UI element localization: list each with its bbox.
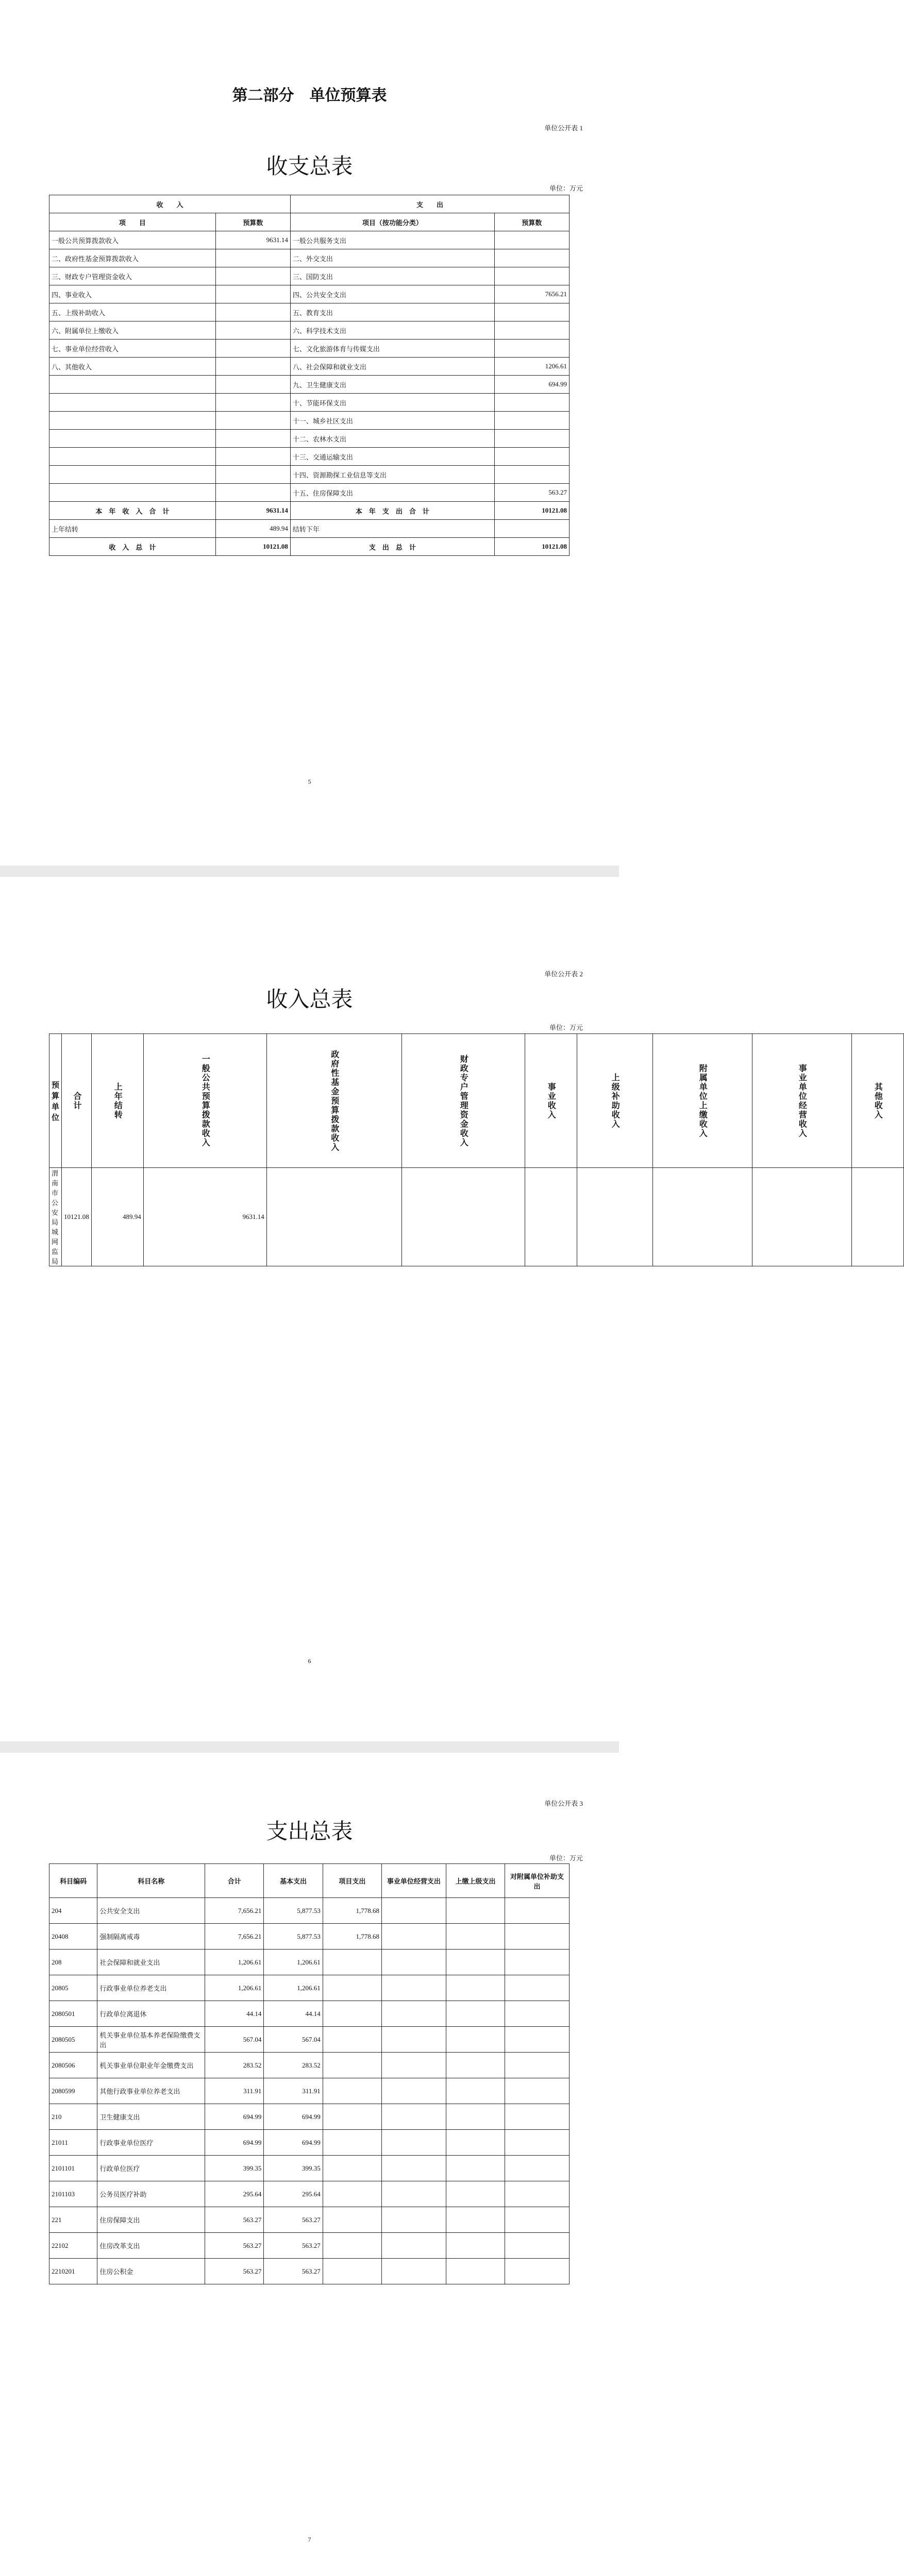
part-title: 第二部分 单位预算表 (232, 87, 387, 104)
table-cell: 563.27 (205, 2233, 264, 2259)
table-row (49, 376, 570, 394)
table-cell: 2101103 (49, 2181, 97, 2207)
table-cell: 六、科学技术支出 (290, 321, 494, 340)
table-cell: 强制隔离戒毒 (97, 1924, 205, 1950)
table-cell: 七、事业单位经营收入 (49, 340, 216, 358)
table-cell (494, 394, 569, 412)
table-cell: 行政事业单位医疗 (97, 2130, 205, 2156)
table-row (49, 249, 570, 267)
table-cell (446, 2027, 505, 2053)
col-header: 预算单位 (49, 1034, 62, 1168)
table-cell (323, 2156, 381, 2181)
table-row (49, 285, 570, 303)
table-cell (505, 1898, 570, 1924)
table-cell (215, 448, 290, 466)
table-cell (323, 2130, 381, 2156)
table-cell (323, 2233, 381, 2259)
table-cell: 2080501 (49, 2001, 97, 2027)
col-header: 事业单位经营支出 (382, 1864, 446, 1898)
table-cell (577, 1168, 652, 1266)
table-cell: 20805 (49, 1975, 97, 2001)
table-cell: 9631.14 (215, 502, 290, 520)
table-cell (323, 2053, 381, 2078)
table-row (49, 2104, 570, 2130)
table-cell: 9631.14 (143, 1168, 266, 1266)
table-cell: 1206.61 (494, 358, 569, 376)
table-cell: 十、节能环保支出 (290, 394, 494, 412)
col-header: 预算数 (215, 213, 290, 231)
table-cell: 机关事业单位职业年金缴费支出 (97, 2053, 205, 2078)
table-cell: 十二、农林水支出 (290, 430, 494, 448)
table-cell (752, 1168, 851, 1266)
table-cell (382, 2259, 446, 2284)
table-cell: 公共安全支出 (97, 1898, 205, 1924)
table-cell: 2080505 (49, 2027, 97, 2053)
table-row (49, 1975, 570, 2001)
col-header: 事业单位经营收入 (752, 1034, 851, 1168)
table-cell: 十一、城乡社区支出 (290, 412, 494, 430)
table-cell: 其他行政事业单位养老支出 (97, 2078, 205, 2104)
table-cell: 五、上级补助收入 (49, 303, 216, 321)
table-cell (49, 466, 216, 484)
table-cell: 22102 (49, 2233, 97, 2259)
table-cell: 2080599 (49, 2078, 97, 2104)
table-cell (323, 2207, 381, 2233)
table-cell (494, 267, 569, 285)
table-row (49, 321, 570, 340)
table-cell (494, 412, 569, 430)
table-cell: 563.27 (494, 484, 569, 502)
table-cell (494, 249, 569, 267)
table-row (49, 448, 570, 466)
table-cell (505, 2181, 570, 2207)
income-summary-table (49, 1033, 904, 1266)
table-row (49, 231, 570, 249)
table-cell: 七、文化旅游体育与传媒支出 (290, 340, 494, 358)
table-cell (505, 2027, 570, 2053)
table-row-subtotal (49, 502, 570, 520)
table-cell: 十三、交通运输支出 (290, 448, 494, 466)
income-header: 收 入 (49, 195, 291, 213)
table-cell: 563.27 (205, 2207, 264, 2233)
table-row (49, 2053, 570, 2078)
table-cell: 1,206.61 (205, 1950, 264, 1975)
table-cell: 10121.08 (215, 538, 290, 556)
page-3 (0, 1753, 619, 2576)
table-cell (215, 249, 290, 267)
table-cell: 7656.21 (494, 285, 569, 303)
table-cell: 1,206.61 (264, 1975, 323, 2001)
table-cell (215, 340, 290, 358)
table-cell (323, 1975, 381, 2001)
table-cell: 1,206.61 (264, 1950, 323, 1975)
col-header: 合计 (205, 1864, 264, 1898)
table-cell: 563.27 (264, 2207, 323, 2233)
page-separator (0, 1741, 619, 1753)
table-cell (215, 430, 290, 448)
table-cell: 489.94 (215, 520, 290, 538)
table-cell (446, 2181, 505, 2207)
table-cell (382, 1898, 446, 1924)
table-cell: 694.99 (205, 2104, 264, 2130)
table-cell: 支 出 总 计 (290, 538, 494, 556)
table-cell (49, 448, 216, 466)
table-cell: 行政单位医疗 (97, 2156, 205, 2181)
table-cell: 公务员医疗补助 (97, 2181, 205, 2207)
table-cell (382, 2207, 446, 2233)
table-cell: 563.27 (264, 2259, 323, 2284)
table-cell: 住房公积金 (97, 2259, 205, 2284)
table-row-carry (49, 520, 570, 538)
page-separator (0, 866, 619, 877)
table-cell (446, 2053, 505, 2078)
table-cell: 221 (49, 2207, 97, 2233)
income-expense-table (49, 195, 570, 556)
table-cell: 八、其他收入 (49, 358, 216, 376)
unit-label: 单位：万元 (549, 1024, 583, 1031)
table-row (49, 2259, 570, 2284)
page-title: 收入总表 (266, 988, 353, 1012)
table-cell: 三、财政专户管理资金收入 (49, 267, 216, 285)
table-row (49, 394, 570, 412)
table-cell (505, 2233, 570, 2259)
table-row (49, 2130, 570, 2156)
table-cell (382, 1924, 446, 1950)
col-header: 上级补助收入 (577, 1034, 652, 1168)
table-number: 单位公开表 3 (544, 1800, 583, 1807)
table-cell (446, 2233, 505, 2259)
table-cell: 10121.08 (494, 502, 569, 520)
table-row (49, 1898, 570, 1924)
table-cell (494, 340, 569, 358)
col-header: 上年结转 (91, 1034, 143, 1168)
table-cell (505, 2078, 570, 2104)
expense-summary-table (49, 1863, 570, 2284)
col-header: 事业收入 (525, 1034, 577, 1168)
unit-label: 单位：万元 (549, 184, 583, 192)
table-cell (446, 2130, 505, 2156)
table-cell (215, 394, 290, 412)
table-cell (382, 1950, 446, 1975)
table-cell (215, 376, 290, 394)
table-row (49, 2078, 570, 2104)
table-row (49, 358, 570, 376)
table-cell: 311.91 (264, 2078, 323, 2104)
table-cell (494, 466, 569, 484)
unit-label: 单位：万元 (549, 1854, 583, 1862)
col-header: 其他收入 (851, 1034, 903, 1168)
table-cell (323, 2078, 381, 2104)
table-cell (382, 2233, 446, 2259)
table-cell: 399.35 (264, 2156, 323, 2181)
table-cell: 机关事业单位基本养老保险缴费支出 (97, 2027, 205, 2053)
table-row (49, 2001, 570, 2027)
table-cell (323, 2181, 381, 2207)
table-cell: 2080506 (49, 2053, 97, 2078)
table-cell: 二、外交支出 (290, 249, 494, 267)
table-cell (382, 2130, 446, 2156)
col-header: 项目（按功能分类） (290, 213, 494, 231)
table-cell: 1,778.68 (323, 1924, 381, 1950)
table-cell: 结转下年 (290, 520, 494, 538)
table-cell (382, 2181, 446, 2207)
table-cell: 四、公共安全支出 (290, 285, 494, 303)
col-header: 科目编码 (49, 1864, 97, 1898)
col-header: 政府性基金预算拨款收入 (266, 1034, 401, 1168)
table-cell: 收 入 总 计 (49, 538, 216, 556)
table-cell (323, 1950, 381, 1975)
table-cell: 住房改革支出 (97, 2233, 205, 2259)
table-number: 单位公开表 1 (544, 124, 583, 132)
table-cell: 1,778.68 (323, 1898, 381, 1924)
table-cell (505, 2104, 570, 2130)
col-header: 合计 (62, 1034, 92, 1168)
table-cell: 2210201 (49, 2259, 97, 2284)
table-cell: 694.99 (205, 2130, 264, 2156)
table-row (49, 267, 570, 285)
table-cell: 694.99 (264, 2104, 323, 2130)
table-cell (49, 394, 216, 412)
table-cell (215, 285, 290, 303)
table-cell: 7,656.21 (205, 1924, 264, 1950)
table-cell (215, 484, 290, 502)
table-cell (446, 2078, 505, 2104)
table-cell (494, 520, 569, 538)
table-cell: 563.27 (205, 2259, 264, 2284)
table-cell: 44.14 (205, 2001, 264, 2027)
table-cell: 694.99 (264, 2130, 323, 2156)
table-cell (49, 484, 216, 502)
col-header: 预算数 (494, 213, 569, 231)
table-cell: 八、社会保障和就业支出 (290, 358, 494, 376)
table-cell: 20408 (49, 1924, 97, 1950)
table-cell: 5,877.53 (264, 1898, 323, 1924)
table-cell: 7,656.21 (205, 1898, 264, 1924)
col-header: 上缴上级支出 (446, 1864, 505, 1898)
page-2 (0, 877, 882, 1741)
table-cell: 21011 (49, 2130, 97, 2156)
table-cell: 住房保障支出 (97, 2207, 205, 2233)
table-cell (382, 2078, 446, 2104)
table-cell (49, 430, 216, 448)
table-cell (49, 376, 216, 394)
table-cell: 九、卫生健康支出 (290, 376, 494, 394)
table-cell: 563.27 (264, 2233, 323, 2259)
table-cell: 694.99 (494, 376, 569, 394)
col-header: 附属单位上缴收入 (652, 1034, 752, 1168)
table-row (49, 303, 570, 321)
table-row (49, 430, 570, 448)
table-cell (215, 321, 290, 340)
table-cell (851, 1168, 903, 1266)
table-cell (382, 2156, 446, 2181)
table-cell: 5,877.53 (264, 1924, 323, 1950)
table-row (49, 1950, 570, 1975)
table-cell (494, 321, 569, 340)
table-cell: 社会保障和就业支出 (97, 1950, 205, 1975)
table-cell (505, 2156, 570, 2181)
table-cell (446, 2156, 505, 2181)
table-cell (215, 267, 290, 285)
col-header: 基本支出 (264, 1864, 323, 1898)
col-header: 项目支出 (323, 1864, 381, 1898)
table-cell: 567.04 (264, 2027, 323, 2053)
table-cell: 283.52 (264, 2053, 323, 2078)
table-cell (446, 1924, 505, 1950)
table-cell: 44.14 (264, 2001, 323, 2027)
page-title: 支出总表 (266, 1820, 353, 1844)
table-cell (505, 1950, 570, 1975)
table-cell (652, 1168, 752, 1266)
table-cell: 1,206.61 (205, 1975, 264, 2001)
table-cell (215, 412, 290, 430)
table-number: 单位公开表 2 (544, 970, 583, 978)
page-1 (0, 0, 619, 866)
col-header: 科目名称 (97, 1864, 205, 1898)
table-cell (382, 2053, 446, 2078)
table-cell: 卫生健康支出 (97, 2104, 205, 2130)
table-cell: 六、附属单位上缴收入 (49, 321, 216, 340)
table-cell: 9631.14 (215, 231, 290, 249)
table-cell: 204 (49, 1898, 97, 1924)
col-header: 对附属单位补助支出 (505, 1864, 570, 1898)
table-row (49, 2233, 570, 2259)
table-cell (505, 2053, 570, 2078)
col-header: 财政专户管理资金收入 (401, 1034, 525, 1168)
table-cell (266, 1168, 401, 1266)
table-cell (505, 1975, 570, 2001)
table-cell: 210 (49, 2104, 97, 2130)
table-cell (505, 1924, 570, 1950)
table-row (49, 2156, 570, 2181)
table-cell (382, 2027, 446, 2053)
table-cell: 上年结转 (49, 520, 216, 538)
table-cell: 三、国防支出 (290, 267, 494, 285)
table-cell (382, 1975, 446, 2001)
table-cell: 行政单位离退休 (97, 2001, 205, 2027)
table-cell: 2101101 (49, 2156, 97, 2181)
table-cell: 295.64 (205, 2181, 264, 2207)
table-cell: 311.91 (205, 2078, 264, 2104)
table-row (49, 466, 570, 484)
table-cell (323, 2027, 381, 2053)
table-cell: 一般公共服务支出 (290, 231, 494, 249)
table-cell: 10121.08 (494, 538, 569, 556)
table-row (49, 340, 570, 358)
table-cell (215, 358, 290, 376)
table-cell: 295.64 (264, 2181, 323, 2207)
table-cell (505, 2259, 570, 2284)
table-row (49, 2181, 570, 2207)
table-cell: 489.94 (91, 1168, 143, 1266)
table-cell (505, 2001, 570, 2027)
table-cell: 五、教育支出 (290, 303, 494, 321)
table-cell (446, 2259, 505, 2284)
table-cell (446, 2001, 505, 2027)
table-cell (525, 1168, 577, 1266)
table-row-total (49, 538, 570, 556)
page-number: 5 (308, 778, 311, 785)
table-row (49, 484, 570, 502)
table-cell: 二、政府性基金预算拨款收入 (49, 249, 216, 267)
table-cell: 399.35 (205, 2156, 264, 2181)
expense-header: 支 出 (290, 195, 569, 213)
table-cell (323, 2104, 381, 2130)
table-cell (446, 2207, 505, 2233)
table-cell (323, 2001, 381, 2027)
table-cell: 十五、住房保障支出 (290, 484, 494, 502)
page-number: 6 (308, 1657, 311, 1665)
table-cell (401, 1168, 525, 1266)
table-cell: 283.52 (205, 2053, 264, 2078)
col-header: 项 目 (49, 213, 216, 231)
table-row (49, 2027, 570, 2053)
col-header: 一般公共预算拨款收入 (143, 1034, 266, 1168)
table-row (49, 412, 570, 430)
table-cell (494, 231, 569, 249)
table-cell (494, 303, 569, 321)
table-cell: 本 年 支 出 合 计 (290, 502, 494, 520)
table-cell (494, 430, 569, 448)
table-cell: 行政事业单位养老支出 (97, 1975, 205, 2001)
table-cell: 十四、资源勘探工业信息等支出 (290, 466, 494, 484)
table-row (49, 1924, 570, 1950)
table-cell (382, 2104, 446, 2130)
table-cell (323, 2259, 381, 2284)
table-cell: 四、事业收入 (49, 285, 216, 303)
table-cell (446, 1975, 505, 2001)
table-cell: 10121.08 (62, 1168, 92, 1266)
page-title: 收支总表 (266, 155, 353, 179)
table-cell (446, 1898, 505, 1924)
table-cell: 本 年 收 入 合 计 (49, 502, 216, 520)
table-cell (446, 1950, 505, 1975)
table-cell: 567.04 (205, 2027, 264, 2053)
table-cell (446, 2104, 505, 2130)
table-cell: 一般公共预算拨款收入 (49, 231, 216, 249)
table-cell (215, 466, 290, 484)
table-cell (215, 303, 290, 321)
table-row (49, 2207, 570, 2233)
table-cell: 渭南市公安局城网监局 (49, 1168, 62, 1266)
table-cell (494, 448, 569, 466)
table-cell (505, 2130, 570, 2156)
table-cell: 208 (49, 1950, 97, 1975)
table-cell (505, 2207, 570, 2233)
table-cell (382, 2001, 446, 2027)
page-number: 7 (308, 2536, 311, 2543)
table-cell (49, 412, 216, 430)
